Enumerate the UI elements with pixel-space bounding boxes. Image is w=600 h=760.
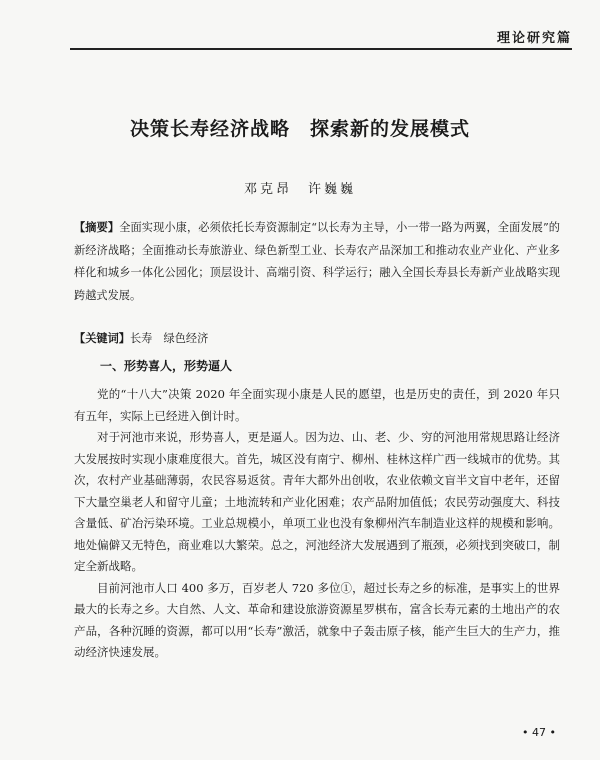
page-number: • 47 •: [522, 726, 556, 739]
abstract: [74, 216, 560, 307]
page-header: [70, 22, 572, 50]
keywords-label: 【关键词】: [74, 331, 130, 345]
paragraph: 目前河池市人口 400 多万，百岁老人 720 多位①，超过长寿之乡的标准，是事实上的世界最大的长寿之乡。大自然、人文、革命和建设旅游资源星罗棋布，富含长寿元素的土地出产的农产品，各种沉睡的资源，都可以用“长寿”激活，就象中子轰击原子核，能产生巨大的生产力，推动经济快速发展。: [74, 580, 560, 659]
section-label: 理论研究篇: [496, 31, 572, 46]
article-title: 决策长寿经济战略 探索新的发展模式: [129, 118, 470, 140]
article-authors: 邓克昂 许巍巍: [243, 182, 356, 197]
paragraph: 党的“十八大”决策 2020 年全面实现小康是人民的愿望，也是历史的责任，到 2020 年只有五年，实际上已经进入倒计时。: [74, 387, 560, 423]
paragraph: 对于河池市来说，形势喜人，更是逼人。因为边、山、老、少、穷的河池用常规思路让经济大发展按时实现小康难度很大。首先，城区没有南宁、柳州、桂林这样广西一线城市的优势。其次，农村产业基础薄弱，农民容易返贫。青年大都外出创收，农业依赖文盲半文盲中老年，还留下大量空巢老人和留守儿童；土地流转和产业化困难；农产品附加值低；农民劳动强度大、科技含量低、矿冶污染环境。工业总规模小，单项工业也没有象柳州汽车制造业这样的规模和影响。地处偏僻又无特色，商业难以大繁荣。总之，河池经济大发展遇到了瓶颈，必须找到突破口，制定全新战略。: [74, 430, 560, 573]
body-text: [74, 384, 560, 664]
keywords-text: 长寿 绿色经济: [129, 332, 209, 345]
abstract-text: 全面实现小康，必须依托长寿资源制定“以长寿为主导，小一带一路为两翼，全面发展”的新经济战略；全面推动长寿旅游业、绿色新型工业、长寿农产品深加工和推动农业产业化、产业多样化和城乡一体化公园化；顶层设计、高端引资、科学运行；融入全国长寿县长寿新产业战略实现跨越式发展。: [74, 221, 560, 302]
abstract-label: 【摘要】: [74, 220, 120, 234]
section-heading: 一、形势喜人，形势逼人: [100, 359, 233, 373]
keywords: [74, 328, 560, 349]
